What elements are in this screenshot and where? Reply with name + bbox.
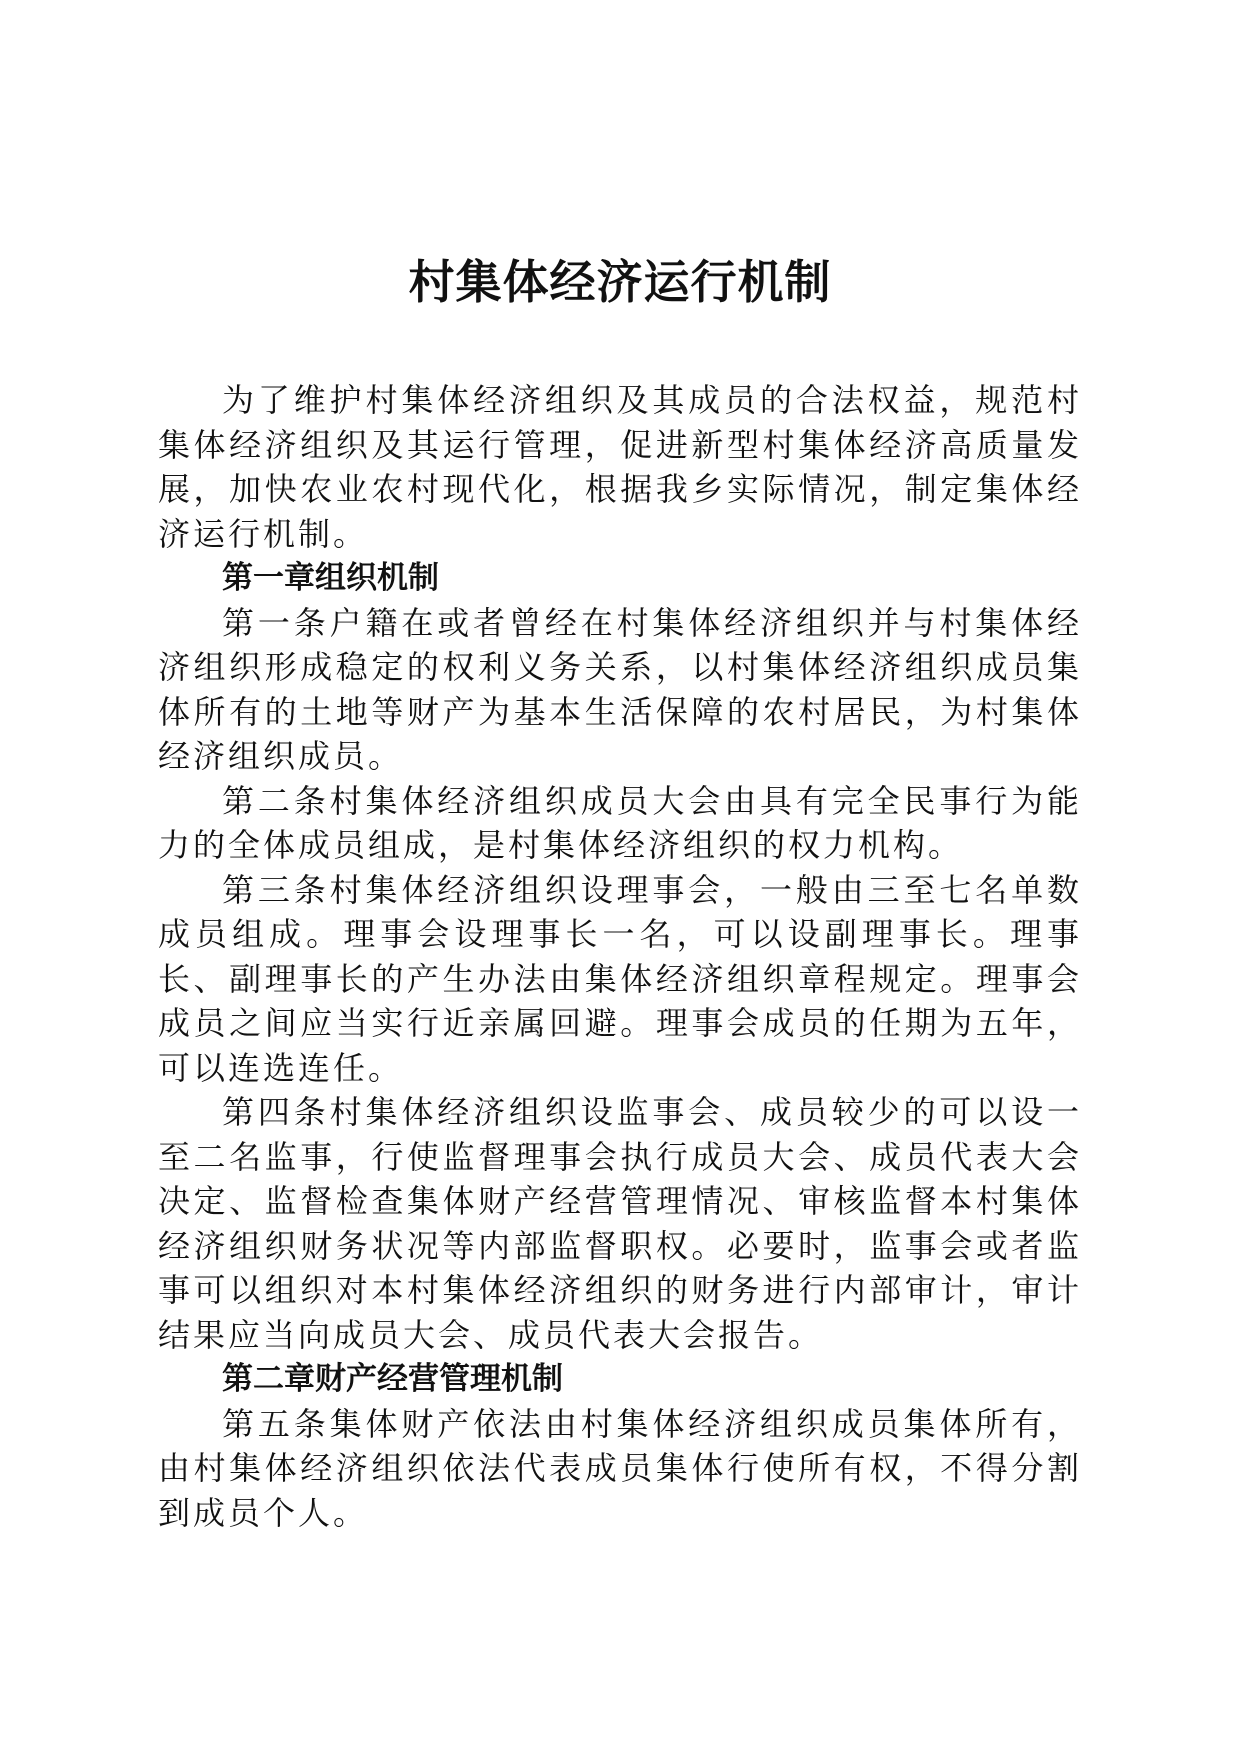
article-3-paragraph: 第三条村集体经济组织设理事会，一般由三至七名单数成员组成。理事会设理事长一名，可以设副理事长。理事长、副理事长的产生办法由集体经济组织章程规定。理事会成员之间应当实行近亲属回避。理事会成员的任期为五年，可以连选连任。	[158, 870, 1082, 1087]
article-1-paragraph: 第一条户籍在或者曾经在村集体经济组织并与村集体经济组织形成稳定的权利义务关系，以村集体经济组织成员集体所有的土地等财产为基本生活保障的农村居民，为村集体经济组织成员。	[158, 603, 1082, 775]
chapter-2-heading: 第二章财产经营管理机制	[222, 1361, 563, 1397]
article-2-paragraph: 第二条村集体经济组织成员大会由具有完全民事行为能力的全体成员组成，是村集体经济组织的权力机构。	[158, 781, 1082, 864]
preamble-paragraph: 为了维护村集体经济组织及其成员的合法权益，规范村集体经济组织及其运行管理，促进新型村集体经济高质量发展，加快农业农村现代化，根据我乡实际情况，制定集体经济运行机制。	[158, 381, 1082, 553]
document-body	[158, 378, 1082, 1535]
article-4-paragraph: 第四条村集体经济组织设监事会、成员较少的可以设一至二名监事，行使监督理事会执行成员大会、成员代表大会决定、监督检查集体财产经营管理情况、审核监督本村集体经济组织财务状况等内部监督职权。必要时，监事会或者监事可以组织对本村集体经济组织的财务进行内部审计，审计结果应当向成员大会、成员代表大会报告。	[158, 1093, 1082, 1354]
document-title: 村集体经济运行机制	[408, 255, 832, 309]
chapter-1-heading: 第一章组织机制	[222, 560, 439, 596]
article-5-paragraph: 第五条集体财产依法由村集体经济组织成员集体所有，由村集体经济组织依法代表成员集体行使所有权，不得分割到成员个人。	[158, 1404, 1082, 1532]
